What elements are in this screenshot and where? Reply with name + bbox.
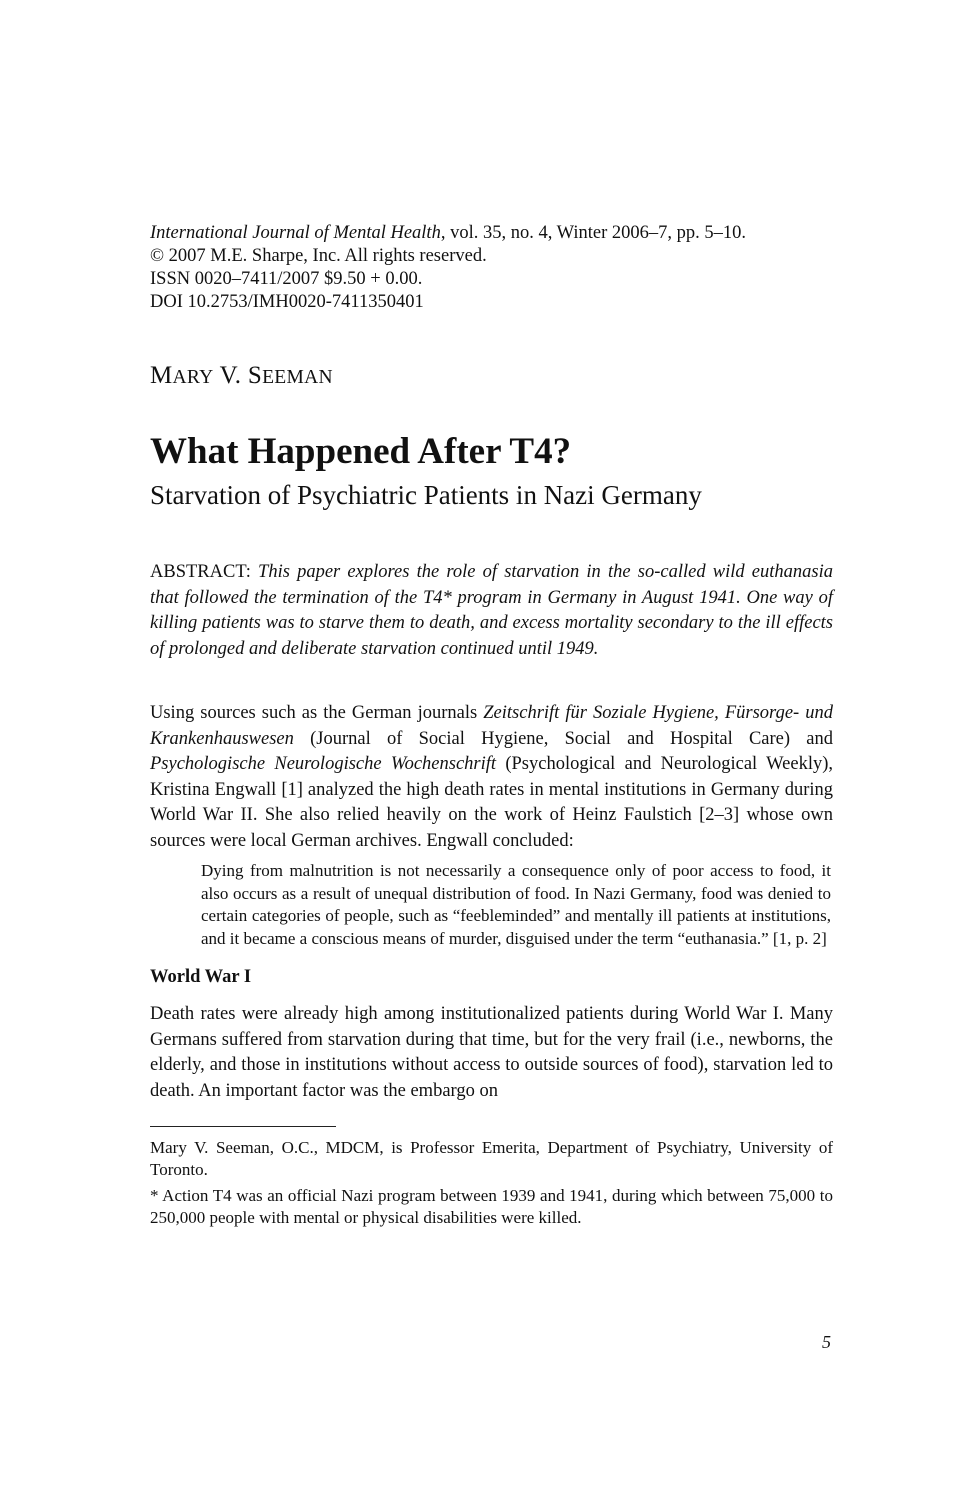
section-heading: World War I [150,967,252,987]
footnote-divider [150,1126,336,1127]
author-name: MARY V. SEEMAN [150,362,333,389]
author-footnote: Mary V. Seeman, O.C., MDCM, is Professor Emerita, Department of Psychiatry, University of Toronto. [150,1138,833,1179]
doi-line: DOI 10.2753/IMH0020-7411350401 [150,292,424,312]
article-title: What Happened After T4? [150,431,572,472]
copyright-line: © 2007 M.E. Sharpe, Inc. All rights reserved. [150,246,487,266]
block-quote: Dying from malnutrition is not necessarily a consequence only of poor access to food, it also occurs as a result of unequal distribution of food. In Nazi Germany, food was denied to certain categories of people, such as “feebleminded” and mentally ill patients at institutions, and it became a conscious means of murder, disguised under the term “euthanasia.” [1, p. 2] [201,861,831,948]
journal-title-2: Psychologische Neurologische Wochenschrift [150,754,497,774]
abstract [150,560,833,662]
abstract-label: ABSTRACT: [150,562,259,582]
citation-line [150,222,833,245]
t4-footnote: * Action T4 was an official Nazi program between 1939 and 1941, during which between 75,000 to 250,000 people with mental or physical disabilities were killed. [150,1186,833,1227]
publication-info [150,222,833,314]
abstract-text: This paper explores the role of starvation in the so-called wild euthanasia that followed the termination of the T4* program in Germany in August 1941. One way of killing patients was to starve them to death, and excess mortality secondary to the ill effects of prolonged and deliberate starvation continued until 1949. [150,562,833,659]
issn-line: ISSN 0020–7411/2007 $9.50 + 0.00. [150,269,423,289]
page-number: 5 [822,1332,831,1352]
journal-name: International Journal of Mental Health [150,223,441,243]
journal-title-1: Zeitschrift für Soziale Hygiene, Fürsorge- und Krankenhauswesen [150,703,834,749]
article-page [150,222,833,1229]
body-paragraph-2: Death rates were already high among institutionalized patients during World War I. Many Germans suffered from starvation during that time, but for the very frail (i.e., newborns, the elderly, and those in institutions without access to outside sources of food), starvation led to death. An important factor was the embargo on [150,1004,833,1101]
article-subtitle: Starvation of Psychiatric Patients in Nazi Germany [150,480,702,510]
citation-details: , vol. 35, no. 4, Winter 2006–7, pp. 5–10. [440,223,747,243]
body-paragraph-1: Using sources such as the German journals Zeitschrift für Soziale Hygiene, Fürsorge- und Krankenhauswesen (Journal of Social Hygiene, Social and Hospital Care) and Psychologische Neurologische Wochenschrift (Psychological and Neurological Weekly), Kristina Engwall [1] analyzed the high death rates in mental institutions in Germany during World War II. She also relied heavily on the work of Heinz Faulstich [2–3] whose own sources were local German archives. Engwall concluded: [150,703,834,851]
